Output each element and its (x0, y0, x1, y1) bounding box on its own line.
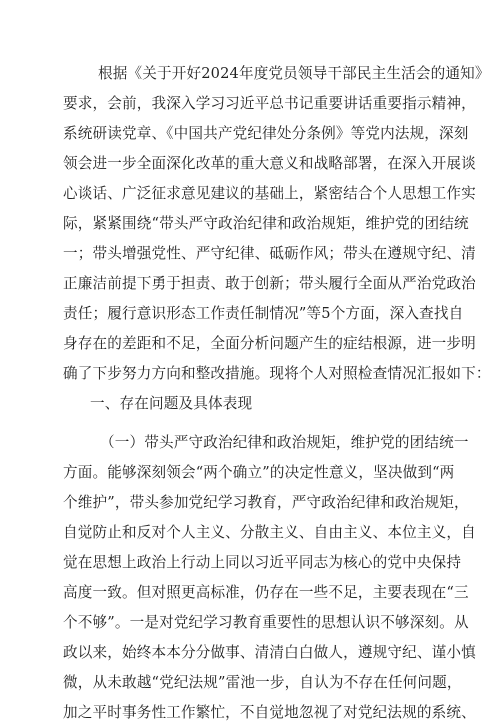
paragraph-2-line-5: 觉在思想上政治上行动上同以习近平同志为核心的党中央保持 (63, 554, 462, 571)
paragraph-2-line-9: 微，从未敢越“党纪法规”雷池一步，自认为不存在任何问题， (63, 674, 462, 691)
paragraph-2-line-7: 个不够”。一是对党纪学习教育重要性的思想认识不够深刻。从 (63, 614, 469, 631)
paragraph-2-line-10: 加之平时事务性工作繁忙，不自觉地忽视了对党纪法规的系统、 (63, 704, 476, 721)
paragraph-1-line-7: 一；带头增强党性、严守纪律、砥砺作风；带头在遵规守纪、清 (63, 245, 476, 262)
section-heading: 一、存在问题及具体表现 (90, 395, 253, 412)
paragraph-1-line-4: 领会进一步全面深化改革的重大意义和战略部署，在深入开展谈 (63, 155, 476, 172)
paragraph-2-line-2: 方面。能够深刻领会“两个确立”的决定性意义，坚决做到“两 (63, 464, 455, 481)
paragraph-2-line-6: 高度一致。但对照更高标准，仍存在一些不足，主要表现在“三 (63, 584, 469, 601)
paragraph-1-line-11: 确了下步努力方向和整改措施。现将个人对照检查情况汇报如下： (63, 365, 491, 382)
paragraph-1-line-2: 要求，会前，我深入学习习近平总书记重要讲话重要指示精神， (63, 95, 476, 112)
paragraph-1-line-6: 际，紧紧围绕“带头严守政治纪律和政治规矩，维护党的团结统 (63, 215, 469, 232)
paragraph-1-line-5: 心谈话、广泛征求意见建议的基础上，紧密结合个人思想工作实 (63, 185, 476, 202)
paragraph-2-line-3: 个维护”，带头参加党纪学习教育，严守政治纪律和政治规矩， (63, 494, 469, 511)
paragraph-1-line-3: 系统研读党章、《中国共产党纪律处分条例》等党内法规，深刻 (63, 125, 469, 142)
paragraph-1-line-10: 身存在的差距和不足，全面分析问题产生的症结根源，进一步明 (63, 335, 476, 352)
paragraph-1-line-1: 根据《关于开好2024年度党员领导干部民主生活会的通知》 (98, 65, 490, 82)
paragraph-1-line-9: 责任；履行意识形态工作责任制情况”等5个方面，深入查找自 (63, 305, 464, 322)
paragraph-2-line-4: 自觉防止和反对个人主义、分散主义、自由主义、本位主义，自 (63, 524, 476, 541)
paragraph-2-line-8: 政以来，始终本本分分做事、清清白白做人，遵规守纪、谨小慎 (63, 644, 476, 661)
paragraph-1-line-8: 正廉洁前提下勇于担责、敢于创新；带头履行全面从严治党政治 (63, 275, 476, 292)
paragraph-2-line-1: （一）带头严守政治纪律和政治规矩，维护党的团结统一 (100, 434, 469, 451)
